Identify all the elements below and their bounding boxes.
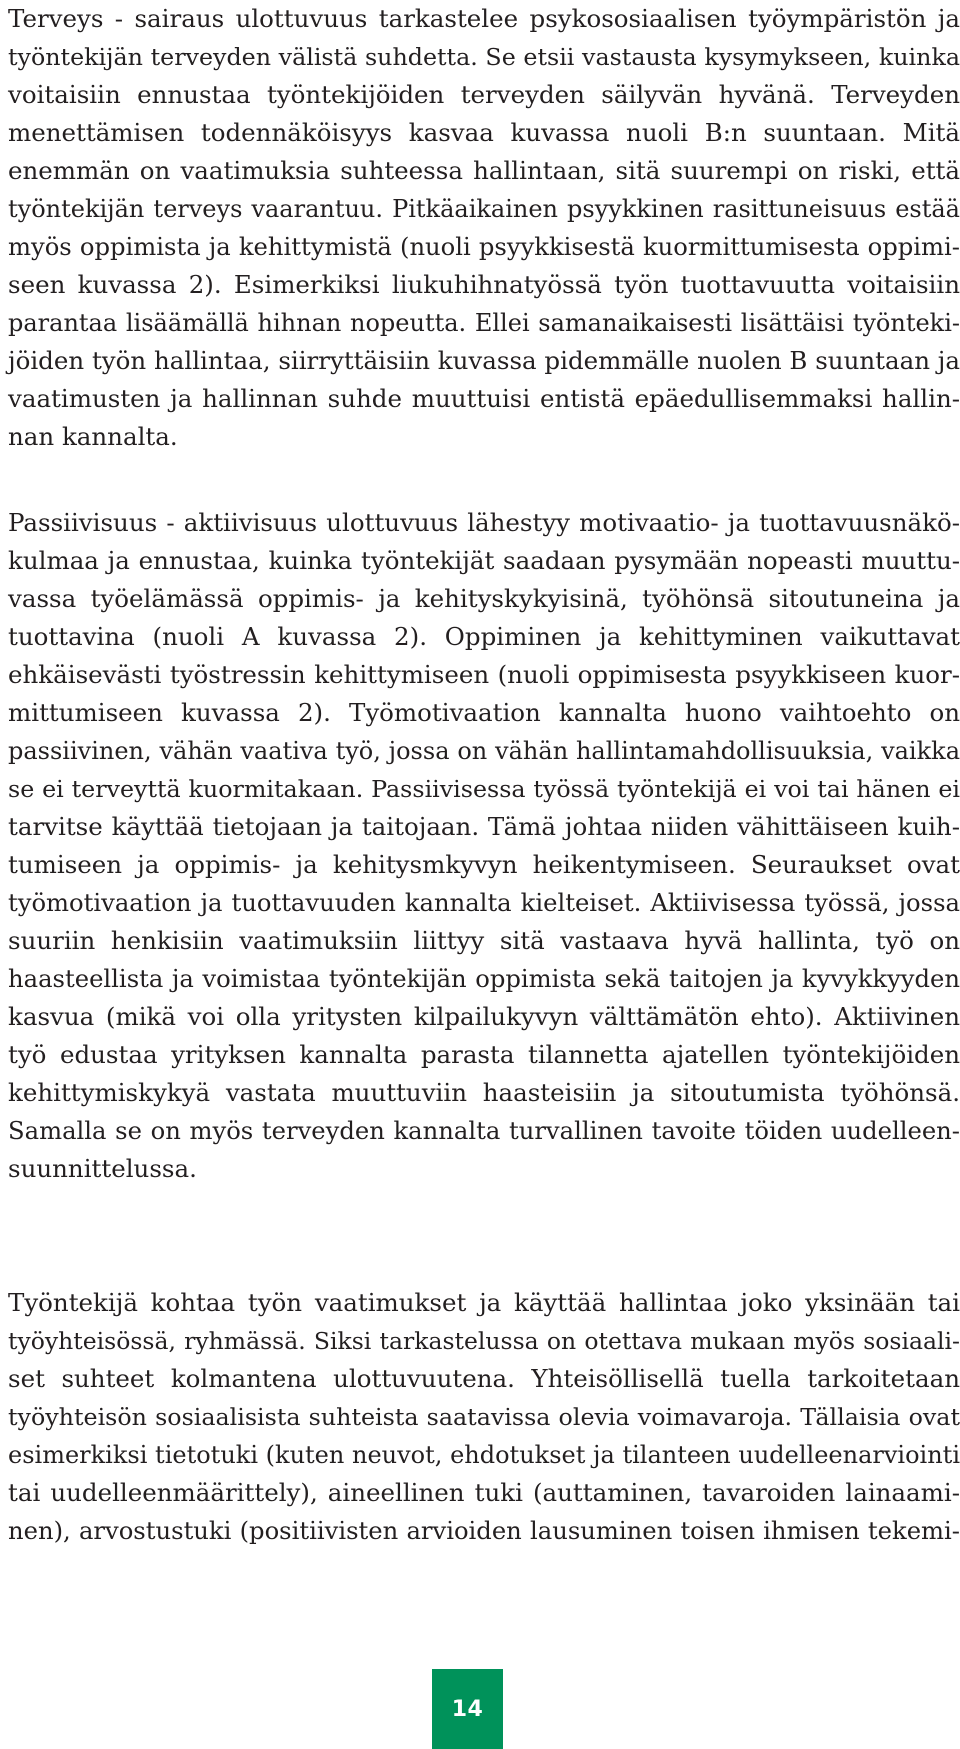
text-line: mittumiseen kuvassa 2). Työmotivaation kannalta huono vaihtoehto on: [8, 698, 960, 727]
text-line: tuottavina (nuoli A kuvassa 2). Oppiminen ja kehittyminen vaikuttavat: [8, 622, 960, 651]
text-line: työntekijän terveys vaarantuu. Pitkäaikainen psyykkinen rasittuneisuus estää: [8, 195, 960, 223]
page-number-badge: [432, 1669, 503, 1749]
text-line: voitaisiin ennustaa työntekijöiden terveyden säilyvän hyvänä. Terveyden: [8, 80, 960, 109]
text-line: suunnittelussa.: [8, 1154, 197, 1183]
text-line: menettämisen todennäköisyys kasvaa kuvassa nuoli B:n suuntaan. Mitä: [8, 118, 960, 147]
text-line: vaatimusten ja hallinnan suhde muuttuisi entistä epäedullisemmaksi hallin-: [8, 384, 960, 413]
text-line: suuriin henkisiin vaatimuksiin liittyy sitä vastaava hyvä hallinta, työ on: [8, 926, 960, 955]
text-line: Terveys - sairaus ulottuvuus tarkastelee psykososiaalisen työympäristön ja: [8, 4, 960, 33]
text-line: nan kannalta.: [8, 422, 178, 451]
text-line: työ edustaa yrityksen kannalta parasta tilannetta ajatellen työntekijöiden: [8, 1040, 960, 1069]
text-line: myös oppimista ja kehittymistä (nuoli psyykkisestä kuormittumisesta oppimi-: [8, 232, 960, 261]
text-line: työntekijän terveyden välistä suhdetta. Se etsii vastausta kysymykseen, kuinka: [8, 43, 960, 71]
text-line: passiivinen, vähän vaativa työ, jossa on vähän hallintamahdollisuuksia, vaikka: [8, 737, 960, 765]
text-line: esimerkiksi tietotuki (kuten neuvot, ehdotukset ja tilanteen uudelleenarviointi: [8, 1441, 960, 1469]
text-line: parantaa lisäämällä hihnan nopeutta. Ellei samanaikaisesti lisättäisi työnteki-: [8, 309, 960, 337]
text-line: nen), arvostustuki (positiivisten arvioiden lausuminen toisen ihmisen tekemi-: [8, 1516, 960, 1545]
text-line: enemmän on vaatimuksia suhteessa hallintaan, sitä suurempi on riski, että: [8, 156, 960, 185]
text-line: työyhteisössä, ryhmässä. Siksi tarkastelussa on otettava mukaan myös sosiaali-: [8, 1327, 960, 1355]
text-line: kehittymiskykyä vastata muuttuviin haasteisiin ja sitoutumista työhönsä.: [8, 1078, 960, 1107]
paragraph-social-support: [8, 1284, 960, 1550]
text-line: se ei terveyttä kuormitakaan. Passiivisessa työssä työntekijä ei voi tai hänen ei: [8, 775, 960, 803]
page-number: 14: [451, 1696, 484, 1722]
paragraph-passivity-activity: [8, 504, 960, 1188]
text-line: vassa työelämässä oppimis- ja kehityskykyisinä, työhönsä sitoutuneina ja: [8, 584, 960, 613]
text-line: kulmaa ja ennustaa, kuinka työntekijät saadaan pysymään nopeasti muuttu-: [8, 546, 960, 575]
text-line: Työntekijä kohtaa työn vaatimukset ja käyttää hallintaa joko yksinään tai: [8, 1288, 960, 1317]
text-line: seen kuvassa 2). Esimerkiksi liukuhihnatyössä työn tuottavuutta voitaisiin: [8, 270, 960, 299]
text-line: kasvua (mikä voi olla yritysten kilpailukyvyn välttämätön ehto). Aktiivinen: [8, 1002, 960, 1031]
text-line: Passiivisuus - aktiivisuus ulottuvuus lähestyy motivaatio- ja tuottavuusnäkö-: [8, 508, 960, 537]
paragraph-health-illness: [8, 0, 960, 456]
text-line: työmotivaation ja tuottavuuden kannalta kielteiset. Aktiivisessa työssä, jossa: [8, 888, 960, 917]
text-line: tai uudelleenmäärittely), aineellinen tuki (auttaminen, tavaroiden lainaami-: [8, 1478, 960, 1507]
text-line: tarvitse käyttää tietojaan ja taitojaan. Tämä johtaa niiden vähittäiseen kuih-: [8, 812, 960, 841]
text-line: työyhteisön sosiaalisista suhteista saatavissa olevia voimavaroja. Tällaisia ovat: [8, 1403, 960, 1431]
text-line: Samalla se on myös terveyden kannalta turvallinen tavoite töiden uudelleen-: [8, 1116, 960, 1145]
text-line: tumiseen ja oppimis- ja kehitysmkyvyn heikentymiseen. Seuraukset ovat: [8, 850, 960, 879]
text-line: haasteellista ja voimistaa työntekijän oppimista sekä taitojen ja kyvykkyyden: [8, 964, 960, 993]
text-line: jöiden työn hallintaa, siirryttäisiin kuvassa pidemmälle nuolen B suuntaan ja: [8, 346, 960, 375]
text-line: ehkäisevästi työstressin kehittymiseen (nuoli oppimisesta psyykkiseen kuor-: [8, 660, 960, 689]
text-line: set suhteet kolmantena ulottuvuutena. Yhteisöllisellä tuella tarkoitetaan: [8, 1364, 960, 1393]
